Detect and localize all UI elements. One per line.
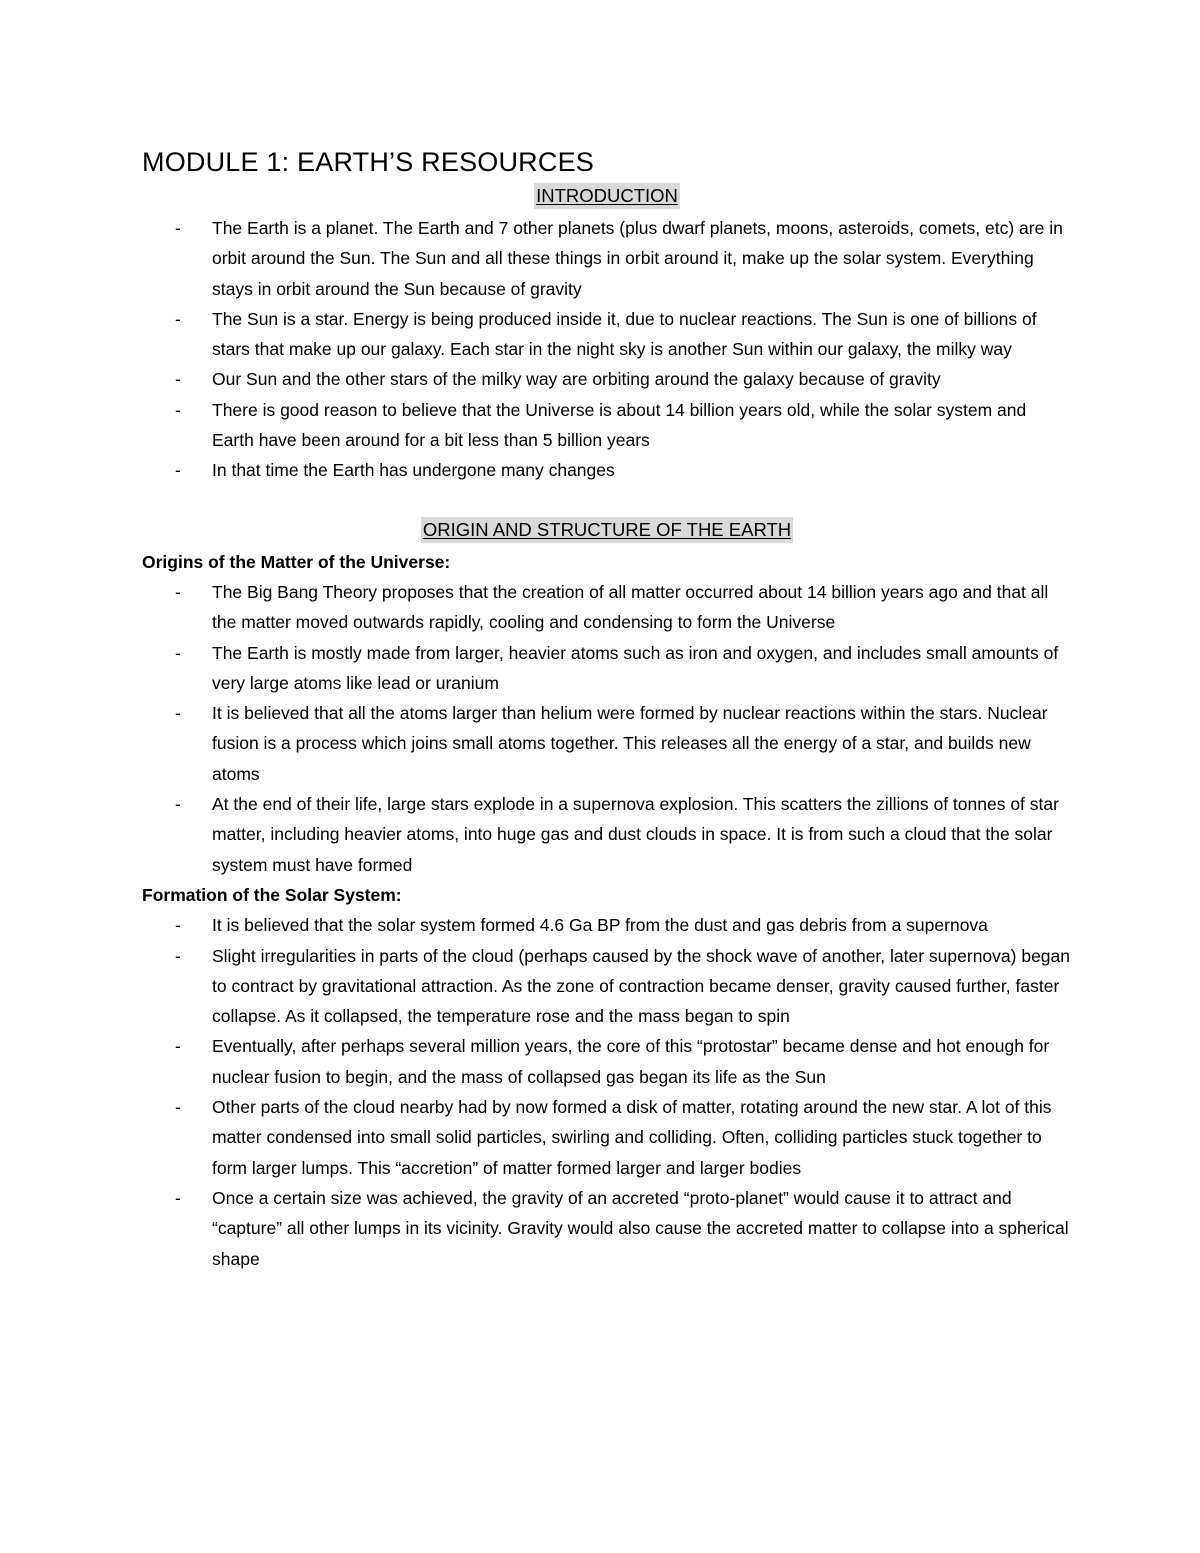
list-item (142, 577, 1072, 638)
list-item (142, 941, 1072, 1032)
bullet-text: At the end of their life, large stars explode in a supernova explosion. This scatters the zillions of tonnes of star matter, including heavier atoms, into huge gas and dust clouds in space. It is from such a cloud that the solar system must have formed (212, 794, 1059, 875)
bullet-text: Eventually, after perhaps several million years, the core of this “protostar” became dense and hot enough for nuclear fusion to begin, and the mass of collapsed gas began its life as the Sun (212, 1036, 1050, 1087)
subheading-formation-solar-system: Formation of the Solar System: (142, 884, 402, 905)
bullet-text: Our Sun and the other stars of the milky way are orbiting around the galaxy because of gravity (212, 369, 941, 390)
bullet-dash: - (175, 399, 181, 420)
list-item (142, 213, 1072, 304)
bullet-text: It is believed that all the atoms larger than helium were formed by nuclear reactions within the stars. Nuclear fusion is a process which joins small atoms together. This releases all the energy of a star, and builds new atoms (212, 703, 1048, 784)
document-page (142, 142, 1072, 1274)
formation-bullet-list (142, 910, 1072, 1274)
list-item (142, 304, 1072, 365)
list-item (142, 910, 1072, 940)
list-item (142, 638, 1072, 699)
list-item (142, 1183, 1072, 1274)
bullet-dash: - (175, 642, 181, 663)
bullet-text: Other parts of the cloud nearby had by now formed a disk of matter, rotating around the new star. A lot of this matter condensed into small solid particles, swirling and colliding. Often, colliding particles stuck together to form larger lumps. This “accretion” of matter formed larger and larger bodies (212, 1097, 1052, 1178)
origin-heading-row (142, 516, 1072, 547)
bullet-dash: - (175, 218, 181, 238)
bullet-text: The Sun is a star. Energy is being produced inside it, due to nuclear reactions. The Sun is one of billions of stars that make up our galaxy. Each star in the night sky is another Sun within our galaxy, the milky way (212, 308, 1037, 360)
bullet-text: The Earth is a planet. The Earth and 7 other planets (plus dwarf planets, moons, asteroids, comets, etc) are in orbit around the Sun. The Sun and all these things in orbit around it, make up the solar system. Everything stays in orbit around the Sun because of gravity (212, 218, 1063, 299)
document-title: MODULE 1: EARTH’S RESOURCES (142, 147, 594, 177)
bullet-dash: - (175, 915, 181, 936)
introduction-heading-row (142, 182, 1072, 213)
bullet-dash: - (175, 794, 181, 815)
bullet-dash: - (175, 369, 181, 390)
bullet-dash: - (175, 460, 181, 481)
bullet-text: Once a certain size was achieved, the gravity of an accreted “proto-planet” would cause it to attract and “capture” all other lumps in its vicinity. Gravity would also cause the accreted matter to collapse into a spherical shape (212, 1187, 1069, 1269)
list-item (142, 455, 1072, 485)
bullet-dash: - (175, 945, 181, 966)
section-heading-introduction: INTRODUCTION (534, 183, 680, 209)
bullet-dash: - (175, 581, 181, 602)
bullet-dash: - (175, 308, 181, 329)
list-item (142, 1092, 1072, 1183)
list-item (142, 698, 1072, 789)
bullet-text: There is good reason to believe that the Universe is about 14 billion years old, while the solar system and Earth have been around for a bit less than 5 billion years (212, 399, 1027, 451)
introduction-bullet-list (142, 213, 1072, 486)
bullet-text: The Big Bang Theory proposes that the creation of all matter occurred about 14 billion years ago and that all the matter moved outwards rapidly, cooling and condensing to form the Universe (212, 581, 1049, 633)
bullet-dash: - (175, 1187, 181, 1208)
origins-bullet-list (142, 577, 1072, 880)
bullet-text: It is believed that the solar system formed 4.6 Ga BP from the dust and gas debris from a supernova (212, 915, 988, 936)
bullet-dash: - (175, 1036, 181, 1057)
bullet-text: The Earth is mostly made from larger, heavier atoms such as iron and oxygen, and includes small amounts of very large atoms like lead or uranium (212, 642, 1059, 693)
section-heading-origin-structure: ORIGIN AND STRUCTURE OF THE EARTH (421, 517, 793, 543)
bullet-dash: - (175, 703, 181, 724)
list-item (142, 395, 1072, 456)
bullet-dash: - (175, 1097, 181, 1118)
list-item (142, 789, 1072, 880)
bullet-text: Slight irregularities in parts of the cloud (perhaps caused by the shock wave of another, later supernova) began to contract by gravitational attraction. As the zone of contraction became denser, gravity caused further, faster collapse. As it collapsed, the temperature rose and the mass began to spin (212, 945, 1071, 1027)
bullet-text: In that time the Earth has undergone many changes (212, 460, 615, 481)
list-item (142, 1031, 1072, 1092)
list-item (142, 364, 1072, 394)
subheading-origins-of-matter: Origins of the Matter of the Universe: (142, 551, 451, 572)
section-spacer (142, 486, 1072, 516)
